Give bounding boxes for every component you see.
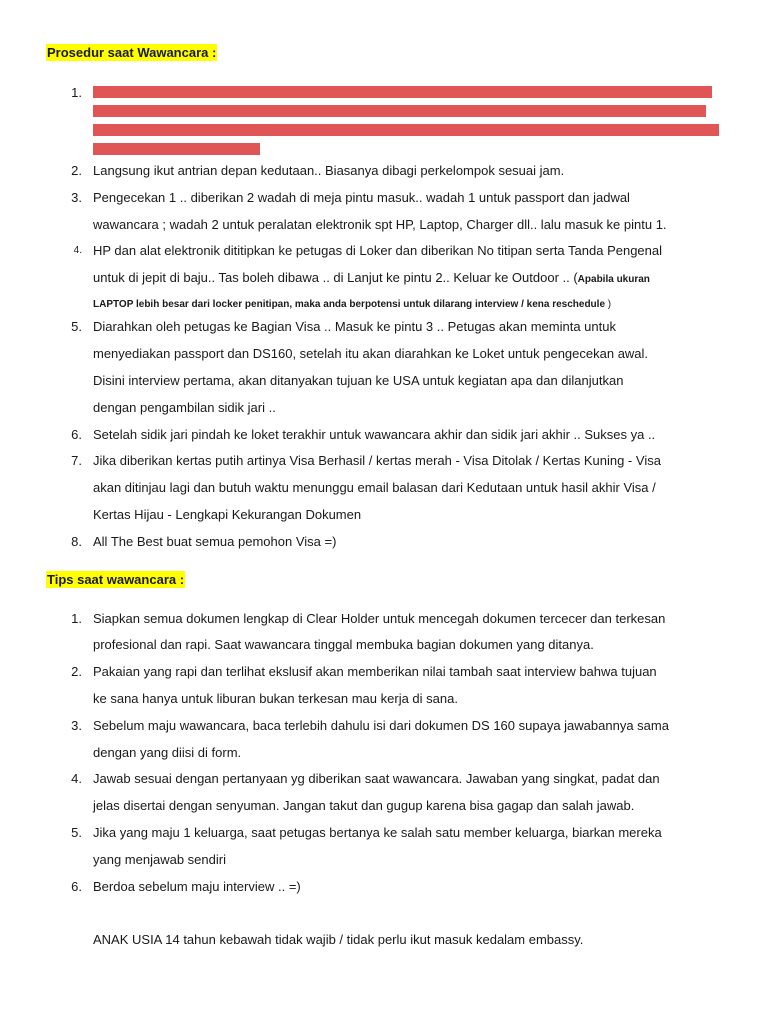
tip-item-number: 5.	[71, 825, 82, 840]
procedure-item-number: 5.	[71, 319, 82, 334]
tip-item-number: 1.	[71, 611, 82, 626]
procedure-item-number: 4.	[73, 245, 82, 256]
procedure-item-number: 8.	[71, 534, 82, 549]
procedure-item-text: dengan pengambilan sidik jari ..	[93, 400, 276, 415]
procedure-item-text: All The Best buat semua pemohon Visa =)	[93, 534, 337, 549]
tip-item-text: Pakaian yang rapi dan terlihat ekslusif akan memberikan nilai tambah saat interview bahwa tujuan	[93, 664, 657, 679]
procedure-item-text: Jika diberikan kertas putih artinya Visa Berhasil / kertas merah - Visa Ditolak / Kertas Kuning - Visa	[93, 453, 661, 468]
tip-item-text: jelas disertai dengan senyuman. Jangan takut dan gugup karena bisa gagap dan salah jawab.	[93, 798, 635, 813]
tip-item-text: Sebelum maju wawancara, baca terlebih dahulu isi dari dokumen DS 160 supaya jawabannya sama	[93, 718, 669, 733]
procedure-item-text: Pengecekan 1 .. diberikan 2 wadah di meja pintu masuk.. wadah 1 untuk passport dan jadwal	[93, 190, 630, 205]
procedure-item-text: menyediakan passport dan DS160, setelah itu akan diarahkan ke Loket untuk pengecekan awal.	[93, 346, 649, 361]
redaction-bar	[93, 124, 719, 136]
procedure-item-text: Diarahkan oleh petugas ke Bagian Visa .. Masuk ke pintu 3 .. Petugas akan meminta untuk	[93, 319, 616, 334]
tip-item-text: Berdoa sebelum maju interview .. =)	[93, 879, 301, 894]
tip-item-text: dengan yang diisi di form.	[93, 745, 242, 760]
procedure-item-text: HP dan alat elektronik dititipkan ke petugas di Loker dan diberikan No titipan serta Tanda Pengenal	[93, 243, 663, 258]
tip-item-number: 3.	[71, 718, 82, 733]
procedure-item-text: Disini interview pertama, akan ditanyakan tujuan ke USA untuk kegiatan apa dan dilanjutkan	[93, 373, 624, 388]
tip-item-text: Siapkan semua dokumen lengkap di Clear Holder untuk mencegah dokumen tercecer dan terkesan	[93, 611, 666, 626]
procedure-item-number: 2.	[71, 163, 82, 178]
procedure-item-number: 1.	[71, 85, 82, 100]
tip-item-number: 2.	[71, 664, 82, 679]
tips-heading: Tips saat wawancara :	[47, 572, 185, 587]
tip-item-text: Jika yang maju 1 keluarga, saat petugas bertanya ke salah satu member keluarga, biarkan mereka	[93, 825, 662, 840]
procedure-item-number: 7.	[71, 453, 82, 468]
procedure-item-number: 6.	[71, 427, 82, 442]
tip-item-number: 4.	[71, 771, 82, 786]
redaction-bar	[93, 105, 706, 117]
tip-item-text: yang menjawab sendiri	[93, 852, 226, 867]
procedure-item-text: Kertas Hijau - Lengkapi Kekurangan Dokumen	[93, 507, 362, 522]
procedure-item-text: wawancara ; wadah 2 untuk peralatan elektronik spt HP, Laptop, Charger dll.. lalu masuk ke pintu 1.	[93, 217, 667, 232]
procedure-heading: Prosedur saat Wawancara :	[47, 45, 217, 60]
procedure-item-note: Apabila ukuran	[577, 274, 650, 285]
tip-item-number: 6.	[71, 879, 82, 894]
footer-note: ANAK USIA 14 tahun kebawah tidak wajib / tidak perlu ikut masuk kedalam embassy.	[93, 932, 584, 947]
redaction-bar	[93, 86, 712, 98]
procedure-item-text: Langsung ikut antrian depan kedutaan.. Biasanya dibagi perkelompok sesuai jam.	[93, 163, 565, 178]
procedure-item-note: LAPTOP lebih besar dari locker penitipan, maka anda berpotensi untuk dilarang interview / kena reschedule	[93, 299, 606, 310]
tip-item-text: profesional dan rapi. Saat wawancara tinggal membuka bagian dokumen yang ditanya.	[93, 637, 594, 652]
tip-item-text: Jawab sesuai dengan pertanyaan yg diberikan saat wawancara. Jawaban yang singkat, padat dan	[93, 771, 660, 786]
tip-item-text: ke sana hanya untuk liburan bukan terkesan mau kerja di sana.	[93, 691, 458, 706]
procedure-item-text: Setelah sidik jari pindah ke loket terakhir untuk wawancara akhir dan sidik jari akhir .. Sukses ya ..	[93, 427, 656, 442]
procedure-item-text: LAPTOP lebih besar dari locker penitipan, maka anda berpotensi untuk dilarang interview / kena reschedule )	[93, 299, 612, 310]
procedure-item-text: untuk di jepit di baju.. Tas boleh dibawa .. di Lanjut ke pintu 2.. Keluar ke Outdoor .. (Apabila ukuran	[93, 270, 650, 285]
redaction-bar	[93, 143, 260, 155]
procedure-item-number: 3.	[71, 190, 82, 205]
procedure-item-text: akan ditinjau lagi dan butuh waktu menunggu email balasan dari Kedutaan untuk hasil akhir Visa /	[93, 480, 656, 495]
